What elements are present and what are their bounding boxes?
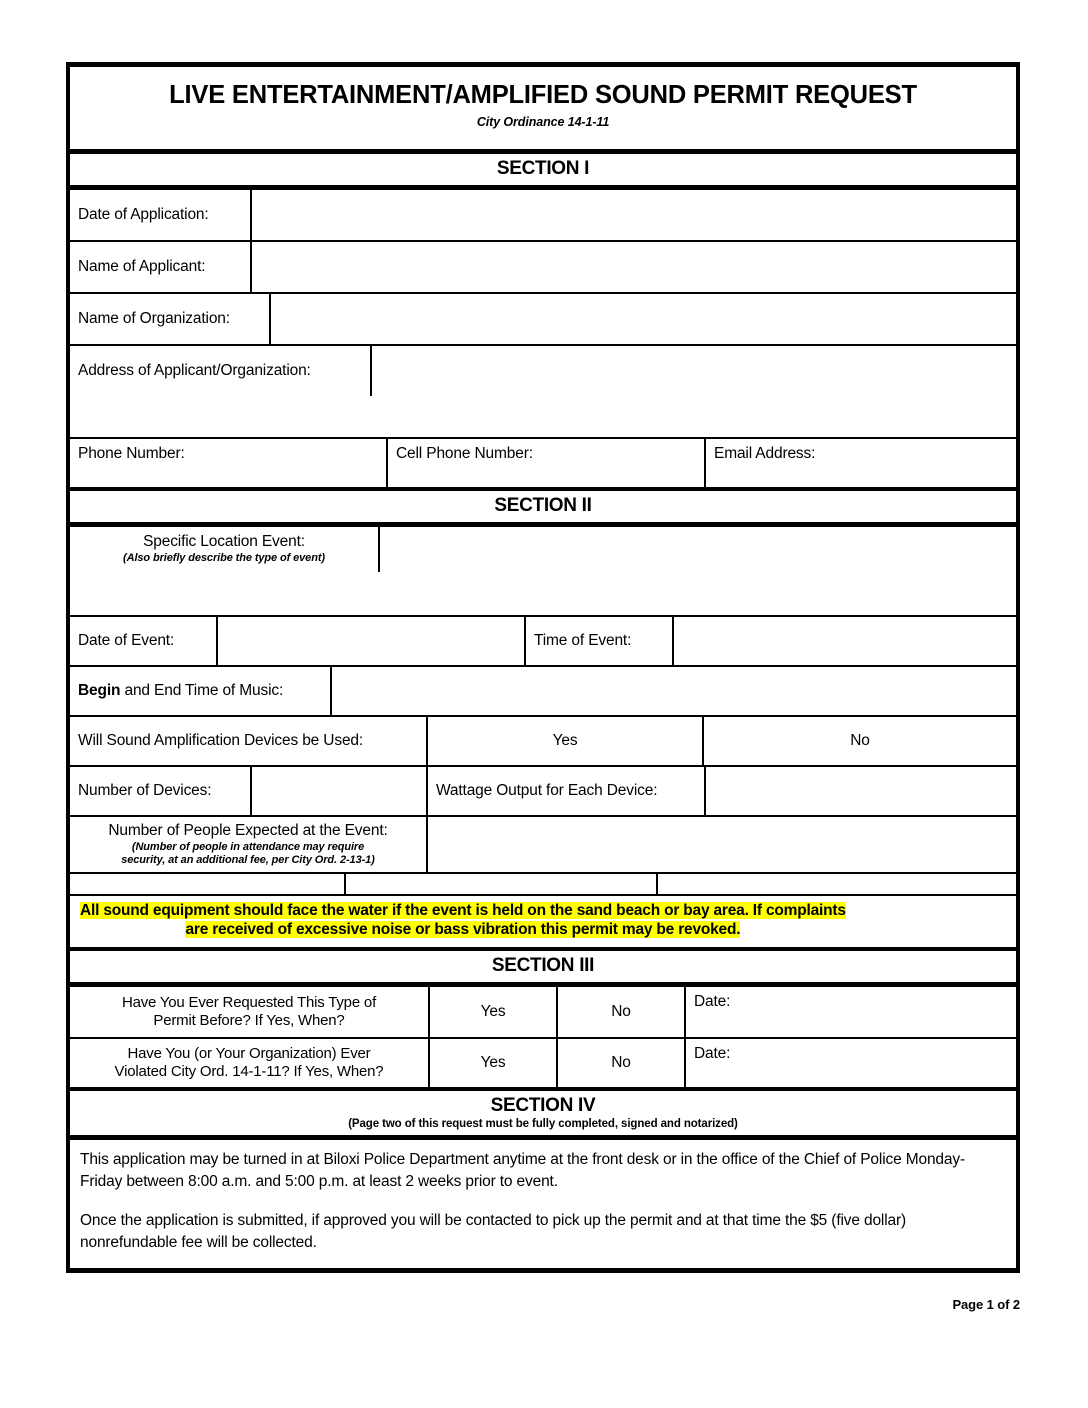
section-3-banner: SECTION III [70,951,1016,987]
label-address: Address of Applicant/Organization: [70,346,372,396]
label-music-time-rest: and End Time of Music: [120,681,284,699]
field-cell-phone-number[interactable] [388,439,706,487]
label-email-address: Email Address: [714,444,816,462]
input-date-of-application[interactable] [252,190,1016,240]
row-address [70,346,1016,396]
label-cell-phone-number: Cell Phone Number: [396,444,533,462]
input-people-expected[interactable] [428,817,1016,872]
row-contact-info [70,439,1016,491]
label-wattage-output: Wattage Output for Each Device: [428,767,706,815]
spacer-cell-3 [658,874,1016,894]
option-violation-yes[interactable]: Yes [430,1039,558,1087]
table-row [70,987,1016,1039]
label-amplification: Will Sound Amplification Devices be Used: [70,717,428,765]
label-number-of-devices: Number of Devices: [70,767,252,815]
row-name-of-organization [70,294,1016,346]
label-specific-location [70,527,380,572]
input-address-line2[interactable] [70,396,1016,437]
input-wattage-output[interactable] [706,767,1016,815]
label-people-expected-sub-line1: (Number of people in attendance may require [131,840,365,853]
label-specific-location-main: Specific Location Event: [143,533,305,551]
row-date-of-application [70,190,1016,242]
row-people-expected [70,817,1016,874]
section-1-banner: SECTION I [70,154,1016,190]
field-violation-date[interactable] [686,1039,1016,1087]
label-date-of-event: Date of Event: [70,617,218,665]
label-violation-question [70,1039,430,1087]
option-amplification-no[interactable]: No [850,731,870,749]
label-phone-number: Phone Number: [78,444,185,462]
label-violation-line1: Have You (or Your Organization) Ever [127,1045,371,1063]
label-violation-line2: Violated City Ord. 14-1-11? If Yes, When? [114,1063,384,1081]
section-2-banner: SECTION II [70,491,1016,527]
label-time-of-event: Time of Event: [526,617,674,665]
label-prior-request-line2: Permit Before? If Yes, When? [153,1012,345,1030]
row-name-of-applicant [70,242,1016,294]
row-devices [70,767,1016,817]
permit-form-page [66,62,1020,1273]
section-4-banner-title: SECTION IV [490,1095,596,1117]
table-row [70,1039,1016,1091]
row-date-time-of-event [70,617,1016,667]
form-title-block [70,67,1016,154]
label-people-expected-main: Number of People Expected at the Event: [108,821,388,839]
field-phone-number[interactable] [70,439,388,487]
option-violation-no[interactable]: No [558,1039,686,1087]
label-name-of-organization: Name of Organization: [70,294,271,344]
option-prior-request-yes[interactable]: Yes [430,987,558,1037]
label-prior-request-line1: Have You Ever Requested This Type of [121,994,377,1012]
input-music-time[interactable] [332,667,1016,715]
label-violation-date: Date: [694,1045,731,1063]
label-music-time-bold: Begin [78,681,121,699]
row-specific-location-continuation [70,572,1016,617]
label-date-of-application: Date of Application: [70,190,252,240]
option-prior-request-no[interactable]: No [558,987,686,1037]
row-spacer [70,874,1016,896]
spacer-cell-1 [70,874,346,894]
row-specific-location [70,527,1016,572]
label-prior-request-date: Date: [694,993,731,1011]
label-people-expected-sub-line2: security, at an additional fee, per City Ord. 2-13-1) [121,853,375,866]
label-name-of-applicant: Name of Applicant: [70,242,252,292]
field-prior-request-date[interactable] [686,987,1016,1037]
section-4-body [70,1140,1016,1268]
label-specific-location-sub: (Also briefly describe the type of event) [123,552,325,565]
warning-notice [70,896,856,948]
form-title: LIVE ENTERTAINMENT/AMPLIFIED SOUND PERMIT REQUEST [169,81,917,109]
warning-notice-line2: are received of excessive noise or bass vibration this permit may be revoked. [185,921,741,939]
input-time-of-event[interactable] [674,617,1016,665]
field-email-address[interactable] [706,439,1016,487]
spacer-cell-2 [346,874,658,894]
section-4-banner-subtitle: (Page two of this request must be fully completed, signed and notarized) [348,1118,738,1131]
warning-notice-line1: All sound equipment should face the water if the event is held on the sand beach or bay area. If complaints [80,901,846,919]
input-specific-location[interactable] [380,527,1016,572]
input-specific-location-line2[interactable] [70,572,1016,615]
row-amplification [70,717,1016,767]
row-address-continuation [70,396,1016,439]
input-name-of-applicant[interactable] [252,242,1016,292]
section-4-paragraph-2: Once the application is submitted, if approved you will be contacted to pick up the permit and at that time the $5 (five dollar) nonrefundable fee will be collected. [80,1212,907,1252]
permit-form [66,62,1020,1273]
form-subtitle: City Ordinance 14-1-11 [476,114,610,129]
label-prior-request-question [70,987,430,1037]
input-number-of-devices[interactable] [252,767,428,815]
row-warning-notice [70,896,1016,952]
row-music-time [70,667,1016,717]
label-music-time [70,667,332,715]
section-4-paragraph-1: This application may be turned in at Biloxi Police Department anytime at the front desk or in the office of the Chief of Police Monday-Friday between 8:00 a.m. and 5:00 p.m. at least 2 weeks prior to event. [80,1151,965,1191]
label-people-expected [70,817,428,872]
section-4-banner [70,1091,1016,1140]
input-date-of-event[interactable] [218,617,526,665]
option-amplification-yes[interactable]: Yes [428,717,704,765]
input-name-of-organization[interactable] [271,294,1016,344]
input-address[interactable] [372,346,1016,396]
page-footer: Page 1 of 2 [952,1297,1020,1312]
